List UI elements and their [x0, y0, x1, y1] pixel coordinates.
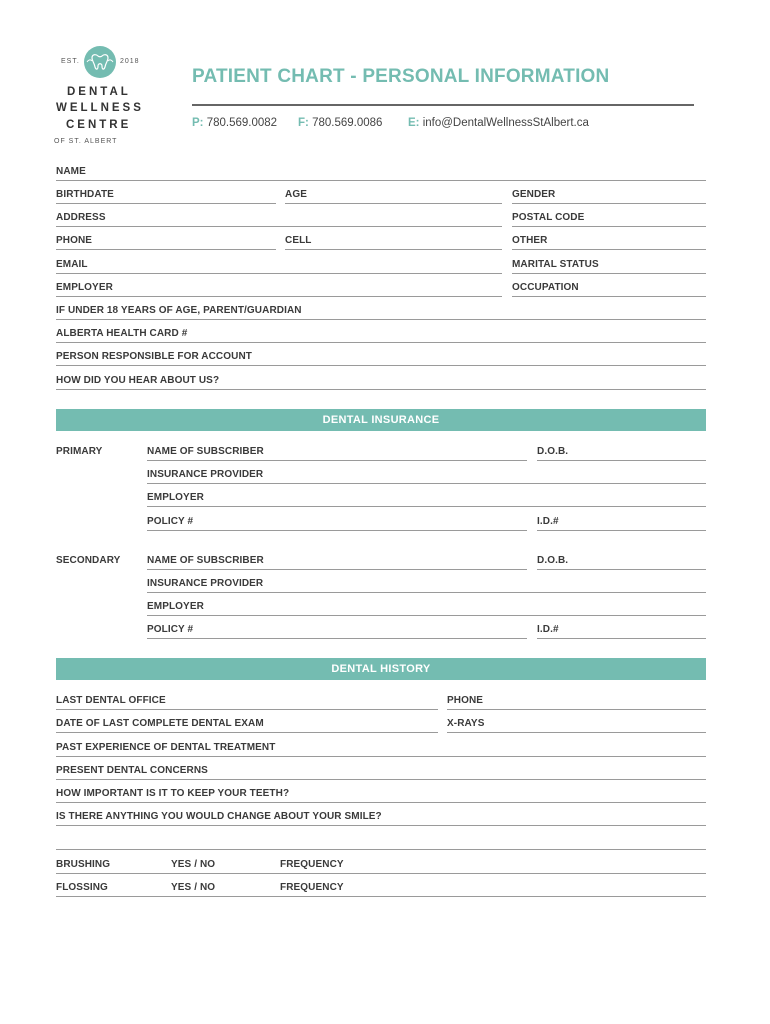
name-field[interactable]: [56, 180, 706, 181]
marital-status-field[interactable]: [512, 273, 706, 274]
logo-dental: DENTAL: [67, 86, 131, 98]
birthdate-field[interactable]: [56, 203, 276, 204]
contact-email: [408, 117, 589, 129]
email-value: info@DentalWellnessStAlbert.ca: [422, 117, 589, 129]
postal-code-label: POSTAL CODE: [512, 212, 585, 223]
age-field[interactable]: [285, 203, 502, 204]
primary-label: PRIMARY: [56, 446, 103, 457]
logo-year: 2018: [120, 58, 140, 65]
postal-code-field[interactable]: [512, 226, 706, 227]
contact-fax: [298, 117, 382, 129]
logo-centre: CENTRE: [66, 119, 132, 131]
contact-phone: [192, 117, 277, 129]
secondary-dob-field[interactable]: [537, 569, 706, 570]
primary-employer-field[interactable]: [147, 506, 706, 507]
age-label: AGE: [285, 189, 307, 200]
brushing-field[interactable]: [56, 873, 706, 874]
employer-label: EMPLOYER: [56, 282, 113, 293]
last-exam-label: DATE OF LAST COMPLETE DENTAL EXAM: [56, 718, 264, 729]
email-field-label: EMAIL: [56, 259, 88, 270]
concerns-field[interactable]: [56, 779, 706, 780]
other-field[interactable]: [512, 249, 706, 250]
concerns-label: PRESENT DENTAL CONCERNS: [56, 765, 208, 776]
flossing-field[interactable]: [56, 896, 706, 897]
phone-field-label: PHONE: [56, 235, 93, 246]
phone-label: P:: [192, 117, 204, 129]
email-field[interactable]: [56, 273, 502, 274]
xrays-field[interactable]: [447, 732, 706, 733]
primary-id-field[interactable]: [537, 530, 706, 531]
dental-insurance-heading: DENTAL INSURANCE: [56, 409, 706, 431]
change-smile-field[interactable]: [56, 825, 706, 826]
flossing-frequency-label: FREQUENCY: [280, 882, 344, 893]
past-experience-label: PAST EXPERIENCE OF DENTAL TREATMENT: [56, 742, 276, 753]
logo-wellness: WELLNESS: [56, 102, 144, 114]
employer-field[interactable]: [56, 296, 502, 297]
xrays-label: X-RAYS: [447, 718, 485, 729]
marital-status-label: MARITAL STATUS: [512, 259, 599, 270]
office-phone-label: PHONE: [447, 695, 484, 706]
secondary-provider-field[interactable]: [147, 592, 706, 593]
past-experience-field[interactable]: [56, 756, 706, 757]
page-title: PATIENT CHART - PERSONAL INFORMATION: [192, 66, 610, 87]
primary-provider-label: INSURANCE PROVIDER: [147, 469, 264, 480]
phone-field[interactable]: [56, 249, 276, 250]
gender-label: GENDER: [512, 189, 556, 200]
dental-history-heading: DENTAL HISTORY: [56, 658, 706, 680]
other-label: OTHER: [512, 235, 548, 246]
primary-policy-field[interactable]: [147, 530, 527, 531]
important-label: HOW IMPORTANT IS IT TO KEEP YOUR TEETH?: [56, 788, 290, 799]
secondary-policy-field[interactable]: [147, 638, 527, 639]
responsible-label: PERSON RESPONSIBLE FOR ACCOUNT: [56, 351, 252, 362]
secondary-employer-label: EMPLOYER: [147, 601, 204, 612]
logo: [50, 40, 150, 150]
health-card-field[interactable]: [56, 342, 706, 343]
secondary-subscriber-field[interactable]: [147, 569, 527, 570]
primary-subscriber-label: NAME OF SUBSCRIBER: [147, 446, 264, 457]
important-field[interactable]: [56, 802, 706, 803]
guardian-field[interactable]: [56, 319, 706, 320]
secondary-dob-label: D.O.B.: [537, 555, 569, 566]
primary-dob-label: D.O.B.: [537, 446, 569, 457]
cell-field[interactable]: [285, 249, 502, 250]
change-smile-label: IS THERE ANYTHING YOU WOULD CHANGE ABOUT YOUR SMILE?: [56, 811, 382, 822]
responsible-field[interactable]: [56, 365, 706, 366]
primary-id-label: I.D.#: [537, 516, 559, 527]
secondary-id-field[interactable]: [537, 638, 706, 639]
flossing-yes-no[interactable]: YES / NO: [171, 882, 216, 893]
tooth-logo-icon: [83, 45, 117, 79]
secondary-subscriber-label: NAME OF SUBSCRIBER: [147, 555, 264, 566]
secondary-policy-label: POLICY #: [147, 624, 194, 635]
flossing-label: FLOSSING: [56, 882, 108, 893]
hear-about-label: HOW DID YOU HEAR ABOUT US?: [56, 375, 220, 386]
brushing-yes-no[interactable]: YES / NO: [171, 859, 216, 870]
logo-location: OF ST. ALBERT: [54, 138, 118, 145]
title-rule: [192, 104, 694, 106]
fax-label: F:: [298, 117, 309, 129]
secondary-provider-label: INSURANCE PROVIDER: [147, 578, 264, 589]
address-label: ADDRESS: [56, 212, 106, 223]
primary-employer-label: EMPLOYER: [147, 492, 204, 503]
change-smile-field-extra[interactable]: [56, 849, 706, 850]
secondary-id-label: I.D.#: [537, 624, 559, 635]
gender-field[interactable]: [512, 203, 706, 204]
cell-label: CELL: [285, 235, 312, 246]
birthdate-label: BIRTHDATE: [56, 189, 114, 200]
email-label: E:: [408, 117, 420, 129]
last-office-field[interactable]: [56, 709, 438, 710]
hear-about-field[interactable]: [56, 389, 706, 390]
guardian-label: IF UNDER 18 YEARS OF AGE, PARENT/GUARDIAN: [56, 305, 302, 316]
phone-value: 780.569.0082: [206, 117, 278, 129]
primary-provider-field[interactable]: [147, 483, 706, 484]
last-office-label: LAST DENTAL OFFICE: [56, 695, 166, 706]
address-field[interactable]: [56, 226, 502, 227]
brushing-frequency-label: FREQUENCY: [280, 859, 344, 870]
fax-value: 780.569.0086: [312, 117, 383, 129]
brushing-label: BRUSHING: [56, 859, 111, 870]
name-label: NAME: [56, 166, 86, 177]
primary-policy-label: POLICY #: [147, 516, 194, 527]
health-card-label: ALBERTA HEALTH CARD #: [56, 328, 188, 339]
primary-subscriber-field[interactable]: [147, 460, 527, 461]
primary-dob-field[interactable]: [537, 460, 706, 461]
secondary-label: SECONDARY: [56, 555, 121, 566]
occupation-field[interactable]: [512, 296, 706, 297]
office-phone-field[interactable]: [447, 709, 706, 710]
secondary-employer-field[interactable]: [147, 615, 706, 616]
last-exam-field[interactable]: [56, 732, 438, 733]
occupation-label: OCCUPATION: [512, 282, 579, 293]
logo-est: EST.: [61, 58, 80, 65]
